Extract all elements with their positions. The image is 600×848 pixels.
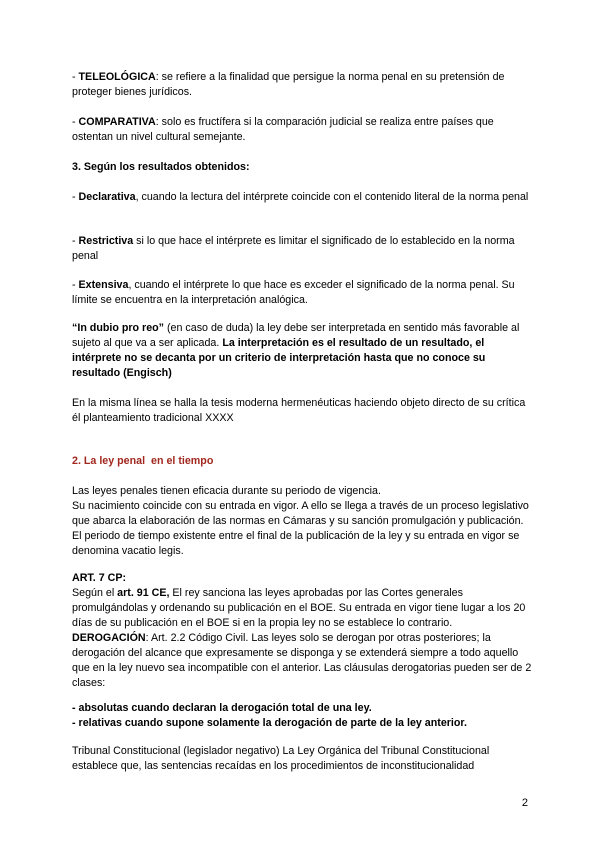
definition-text: (en caso de duda) la ley debe ser interpretada en sentido más favorable al sujeto al que va a ser aplicada.: [72, 322, 520, 349]
article-7-body: El rey sanciona las leyes aprobadas por las Cortes generales promulgándolas y ordenando su publicación en el BOE. Su entrada en vigor tiene lugar a los 20 días de su publicación en el BOE si en la propia ley no se establece lo contrario.: [72, 587, 526, 629]
dash: -: [72, 191, 79, 203]
term-extensiva: Extensiva: [78, 279, 129, 291]
article-7-block: [72, 571, 532, 691]
paragraph-in-dubio-pro-reo: [72, 321, 532, 381]
paragraph-restrictiva: [72, 234, 532, 264]
paragraph-hermeneutica: En la misma línea se halla la tesis moderna hermenéuticas haciendo objeto directo de su crítica él planteamiento tradicional XXXX: [72, 397, 526, 424]
derogacion-body: : Art. 2.2 Código Civil. Las leyes solo se derogan por otras posteriores; la derogación del alcance que expresamente se disponga y se extenderá siempre a todo aquello que en la ley nuevo sea incompatible con el anterior. Las cláusulas derogatorias pueden ser de 2 clases:: [72, 632, 532, 689]
term-derogacion: DEROGACIÓN: [72, 632, 146, 644]
dash: -: [72, 279, 79, 291]
term-declarativa: Declarativa: [78, 191, 136, 203]
dash: -: [72, 71, 79, 83]
term-in-dubio-pro-reo: “In dubio pro reo”: [72, 322, 165, 334]
paragraph-declarativa: [72, 190, 532, 205]
paragraph-tribunal-constitucional: Tribunal Constitucional (legislador negativo) La Ley Orgánica del Tribunal Constitucional establece que, las sentencias recaídas en los procedimientos de inconstitucionalidad: [72, 745, 490, 772]
paragraph-vigencia: [72, 484, 532, 559]
term-teleologica: TELEOLÓGICA: [78, 71, 156, 83]
dash: -: [72, 235, 79, 247]
list-item-absolutas: - absolutas cuando declaran la derogación total de una ley.: [72, 702, 372, 714]
derogacion-text: [72, 631, 532, 691]
page-number: 2: [521, 797, 528, 809]
vigencia-line-2: Su nacimiento coincide con su entrada en vigor. A ello se llega a través de un proceso legislativo que abarca la elaboración de las normas en Cámaras y su sanción promulgación y publicación. El periodo de tiempo existente entre el final de la publicación de la ley y su entrada en vigor se denomina vacatio legis.: [72, 500, 529, 557]
definition-text: : solo es fructífera si la comparación judicial se realiza entre países que ostentan un nivel cultural semejante.: [72, 116, 494, 143]
term-comparativa: COMPARATIVA: [78, 116, 156, 128]
derogation-classes-list: [72, 701, 532, 731]
definition-text: , cuando el intérprete lo que hace es exceder el significado de la norma penal. Su límite se encuentra en la interpretación analógica.: [72, 279, 515, 306]
article-91-ce-reference: art. 91 CE,: [117, 587, 170, 599]
article-7-intro: Según el: [72, 587, 118, 599]
definition-text: : se refiere a la finalidad que persigue la norma penal en su pretensión de proteger bienes jurídicos.: [72, 71, 505, 98]
term-restrictiva: Restrictiva: [78, 235, 134, 247]
definition-text: si lo que hace el intérprete es limitar el significado de lo establecido en la norma penal: [72, 235, 515, 262]
list-item-relativas: - relativas cuando supone solamente la derogación de parte de la ley anterior.: [72, 717, 467, 729]
vigencia-line-1: Las leyes penales tienen eficacia durante su periodo de vigencia.: [72, 485, 381, 497]
paragraph-teleologica: [72, 70, 532, 100]
paragraph-comparativa: [72, 115, 532, 145]
definition-text: , cuando la lectura del intérprete coincide con el contenido literal de la norma penal: [135, 191, 529, 203]
subheading-resultados: 3. Según los resultados obtenidos:: [72, 161, 250, 173]
emphasis-text: La interpretación es el resultado de un resultado, el intérprete no se decanta por un criterio de interpretación hasta que no conoce su resultado (Engisch): [72, 337, 486, 379]
dash: -: [72, 116, 79, 128]
article-7-text: [72, 586, 532, 631]
article-7-heading: ART. 7 CP:: [72, 572, 127, 584]
section-heading: 2. La ley penal en el tiempo: [72, 455, 214, 467]
paragraph-extensiva: [72, 278, 532, 308]
